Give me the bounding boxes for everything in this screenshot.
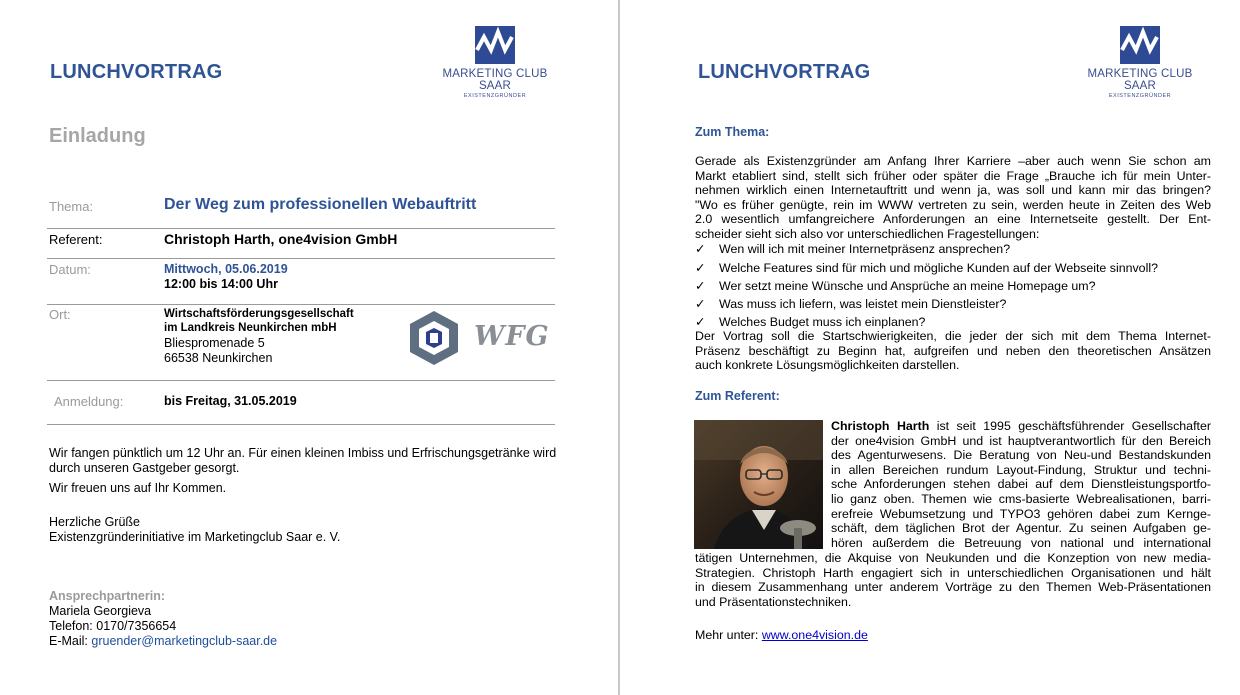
text-line: Christoph Harth ist seit 1995 geschäftsführender Gesellschafter [831,419,1211,433]
logo-name-line1: MARKETING CLUB [442,68,548,80]
speaker-name: Christoph Harth [831,419,930,433]
location-line3: Bliespromenade 5 [164,336,265,350]
contact-heading: Ansprechpartnerin: [49,589,165,603]
text-line: sche Anforderungen stehen dabei auf dem Dienstleistungsportfo- [831,477,1211,492]
text-line: auch konkrete Lösungsmöglichkeiten darstellen. [695,358,960,373]
location-line2: im Landkreis Neunkirchen mbH [164,322,337,334]
speaker-bio-side [831,419,1211,550]
checklist-item: ✓ Welche Features sind für mich und mögliche Kunden auf der Webseite sinnvoll? [695,261,1158,275]
text-line: scheider sieht sich also vor unterschiedlichen Fragestellungen: [695,226,1040,241]
page-title: LUNCHVORTRAG [698,61,871,83]
speaker-heading: Zum Referent: [695,389,780,403]
divider-line [47,258,555,259]
text-line: schäft, dem täglichen Brot der Agentur. Zu seinen Aufgaben ge- [831,521,1211,536]
date-value: Mittwoch, 05.06.2019 [164,262,288,276]
divider-line [47,228,555,229]
mcs-logo-icon [1120,26,1160,64]
checkmark-icon: ✓ [695,315,706,329]
text-line: und Präsentationstechniken. [695,594,852,609]
welcome-paragraph: Wir freuen uns auf Ihr Kommen. [49,481,227,495]
checklist-item: ✓ Welches Budget muss ich einplanen? [695,315,926,329]
text-line: lio ganz oben. Themen wie cms-basierte Webrealisationen, barri- [831,491,1211,506]
text-line: Der Vortrag soll die Startschwierigkeiten, die jeder der sich mit dem Thema Internet- [695,329,1211,343]
intro-paragraph: Wir fangen pünktlich um 12 Uhr an. Für einen kleinen Imbiss und Erfrischungsgetränke wird durch unseren Gastgeber gesorgt. [49,446,557,475]
marketing-club-logo [1085,26,1195,99]
contact-email-row [49,634,569,649]
checkmark-icon: ✓ [695,242,706,256]
text-line: Gerade als Existenzgründer am Anfang Ihrer Karriere –aber auch wenn Sie schon am [695,154,1211,168]
contact-email-label: E-Mail: [49,634,92,648]
text-line: nehmen wirklich einen Internetauftritt und wenn ja, was soll und kann mir das bringen? [695,183,1211,198]
divider-line [47,304,555,305]
checklist-item: ✓ Wer setzt meine Wünsche und Ansprüche an meine Homepage um? [695,279,1096,293]
text-line: "Wo es früher genügte, rein im WWW vertreten zu sein, werden heute in Zeiten des Web [695,197,1211,212]
text-line: der one4vision GmbH und ist hauptverantwortlich für den Bereich [831,433,1211,448]
contact-name: Mariela Georgieva [49,604,152,618]
text-line: Strategien. Christoph Harth engagiert sich in unterschiedlichen Organisationen und hält [695,565,1211,580]
wfg-logo-icon [404,309,464,367]
topic-body [695,154,1211,242]
location-label: Ort: [49,307,71,322]
text-line: in diesem Zusammenhang unter anderem Vorträge zu den Themen Web-Präsentationen [695,580,1211,595]
logo-subtitle: EXISTENZGRÜNDER [1108,93,1172,99]
time-value: 12:00 bis 14:00 Uhr [164,277,278,291]
website-link[interactable]: www.one4vision.de [761,628,868,642]
text-line: Markt etabliert sind, stellt sich früher oder später die Frage „Brauche ich für mein Unter- [695,168,1211,183]
speaker-photo [694,420,823,549]
logo-name-line2: SAAR [1123,80,1157,92]
more-info-label: Mehr unter: [695,628,762,642]
checkmark-icon: ✓ [695,261,706,275]
speaker-bio-full [695,551,1211,609]
marketing-club-logo [440,26,550,99]
wfg-logo-text: WFG [474,321,550,352]
text-line: des Agenturwesens. Die Beratung von Neu-und Bestandskunden [831,448,1211,463]
greeting-line2: Existenzgründerinitiative im Marketingclub Saar e. V. [49,530,341,544]
text-line: 2.0 wesentlich umfangreichere Anforderungen an eine Internetseite gestellt. Der Ent- [695,212,1211,227]
contact-phone: Telefon: 0170/7356654 [49,619,177,633]
checklist-item: ✓ Wen will ich mit meiner Internetpräsenz ansprechen? [695,242,1011,256]
mcs-logo-icon [475,26,515,64]
more-info-row [695,628,868,643]
topic-heading: Zum Thema: [695,125,770,139]
invitation-heading: Einladung [49,125,146,147]
registration-value: bis Freitag, 31.05.2019 [164,394,297,408]
divider-line [47,380,555,381]
text-line: in allen Bereichen rundum Layout-Findung, Struktur und techni- [831,462,1211,477]
topic-label: Thema: [49,199,94,214]
page-title: LUNCHVORTRAG [50,61,223,83]
text-line: erefreie Webumsetzung und TYPO3 gehören dabei zum Kernge- [831,506,1211,521]
checkmark-icon: ✓ [695,297,706,311]
checkmark-icon: ✓ [695,279,706,293]
location-line4: 66538 Neunkirchen [164,351,273,365]
text-line: Präsenz beschäftigt zu Beginn hat, aufgreifen und neben den theoretischen Ansätzen [695,343,1211,358]
location-line1: Wirtschaftsförderungsgesellschaft [164,308,354,320]
left-page [0,0,618,695]
divider-line [47,424,555,425]
logo-name-line1: MARKETING CLUB [1087,68,1193,80]
right-page [620,0,1240,695]
logo-subtitle: EXISTENZGRÜNDER [463,93,527,99]
text-line: tätigen Unternehmen, die Akquise von Neukunden und die Konzeption von new media- [695,551,1211,565]
logo-name-line2: SAAR [478,80,512,92]
speaker-value: Christoph Harth, one4vision GmbH [164,231,398,247]
speaker-label: Referent: [49,232,103,247]
contact-email-link[interactable]: gruender@marketingclub-saar.de [91,634,278,648]
registration-label: Anmeldung: [54,394,124,409]
topic-closing [695,329,1211,373]
text-line: hören außerdem die Betreuung von national und international [831,535,1211,550]
greeting-line1: Herzliche Grüße [49,515,140,529]
checklist-item: ✓ Was muss ich liefern, was leistet mein Dienstleister? [695,297,1007,311]
topic-value: Der Weg zum professionellen Webauftritt [164,196,477,213]
date-label: Datum: [49,262,91,277]
